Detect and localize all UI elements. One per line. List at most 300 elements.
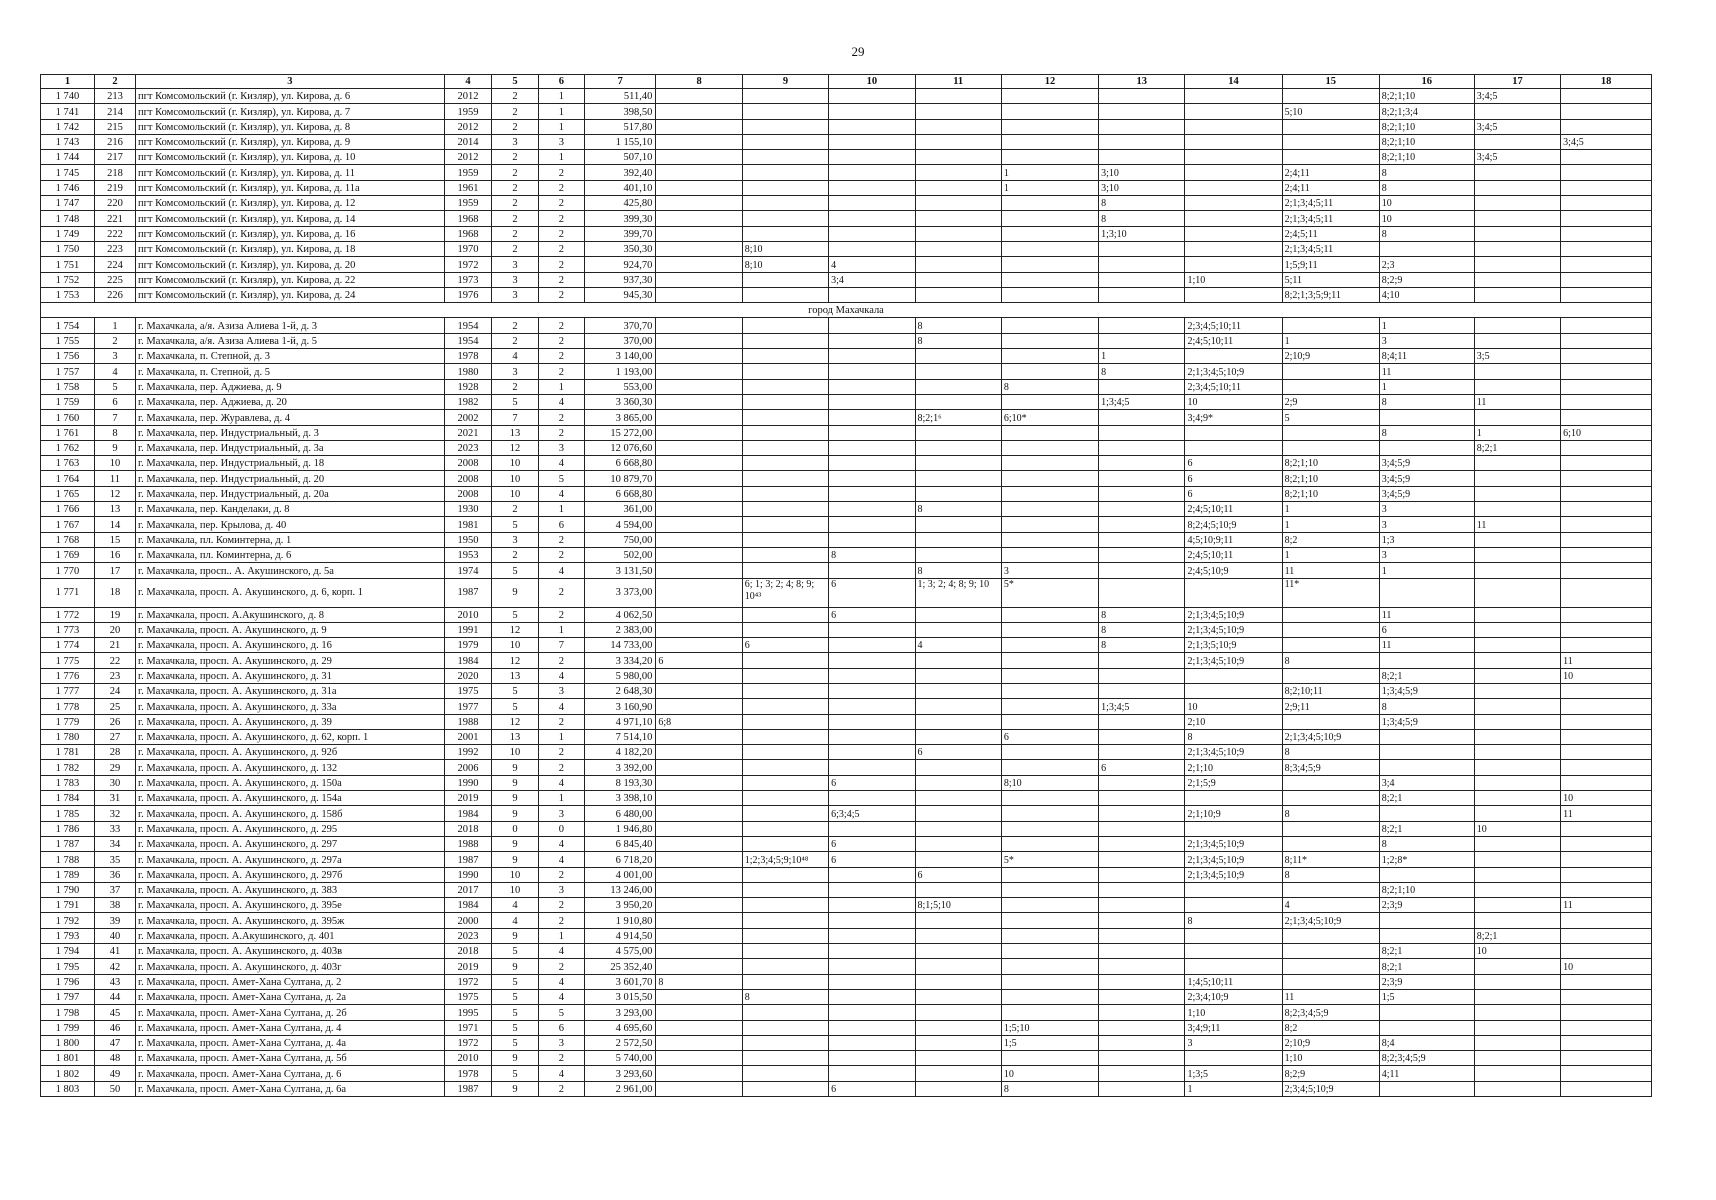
work-code-cell: [1474, 578, 1560, 607]
year-cell: 2010: [444, 607, 492, 622]
row-number-cell: 1 791: [41, 898, 95, 913]
work-code-cell: [742, 1020, 828, 1035]
work-code-cell: [742, 119, 828, 134]
address-cell: г. Махачкала, просп. Амет-Хана Султана, д. 6а: [136, 1081, 445, 1096]
work-code-cell: [656, 852, 742, 867]
floors-cell: 2: [492, 104, 538, 119]
house-index-cell: 222: [94, 226, 135, 241]
work-code-cell: [656, 349, 742, 364]
work-code-cell: [1474, 165, 1560, 180]
work-code-cell: [1474, 1005, 1560, 1020]
table-row: [41, 836, 1652, 851]
table-row: [41, 959, 1652, 974]
address-cell: пгт Комсомольский (г. Кизляр), ул. Кирова, д. 20: [136, 257, 445, 272]
work-code-cell: [915, 928, 1001, 943]
row-number-cell: 1 741: [41, 104, 95, 119]
work-code-cell: [742, 1081, 828, 1096]
table-row: [41, 1066, 1652, 1081]
work-code-cell: 1: [1282, 517, 1379, 532]
floors-cell: 9: [492, 791, 538, 806]
row-number-cell: 1 740: [41, 89, 95, 104]
work-code-cell: [656, 578, 742, 607]
address-cell: г. Махачкала, пер. Индустриальный, д. 18: [136, 456, 445, 471]
work-code-cell: [1001, 989, 1098, 1004]
work-code-cell: [915, 806, 1001, 821]
work-code-cell: 2;1;10: [1185, 760, 1282, 775]
work-code-cell: [1379, 1081, 1474, 1096]
work-code-cell: 8: [915, 318, 1001, 333]
entrances-cell: 1: [538, 150, 584, 165]
work-code-cell: 8;2;1;10: [1282, 486, 1379, 501]
work-code-cell: [1561, 379, 1652, 394]
work-code-cell: 8;2;1;3;5;9;11: [1282, 287, 1379, 302]
work-code-cell: 6: [1379, 622, 1474, 637]
row-number-cell: 1 742: [41, 119, 95, 134]
work-code-cell: [829, 622, 915, 637]
entrances-cell: 2: [538, 211, 584, 226]
work-code-cell: [829, 119, 915, 134]
work-code-cell: [1282, 607, 1379, 622]
year-cell: 1990: [444, 775, 492, 790]
work-code-cell: [829, 638, 915, 653]
column-header: 9: [742, 75, 828, 89]
work-code-cell: [915, 471, 1001, 486]
work-code-cell: 6: [742, 638, 828, 653]
area-cell: 399,30: [585, 211, 656, 226]
work-code-cell: [1185, 898, 1282, 913]
column-header: 13: [1099, 75, 1185, 89]
area-cell: 5 740,00: [585, 1051, 656, 1066]
work-code-cell: [1185, 150, 1282, 165]
work-code-cell: [1561, 683, 1652, 698]
work-code-cell: [742, 729, 828, 744]
area-cell: 15 272,00: [585, 425, 656, 440]
area-cell: 1 155,10: [585, 134, 656, 149]
work-code-cell: [1001, 150, 1098, 165]
year-cell: 1968: [444, 226, 492, 241]
work-code-cell: 10: [1379, 196, 1474, 211]
floors-cell: 5: [492, 683, 538, 698]
work-code-cell: 2;10;9: [1282, 1035, 1379, 1050]
work-code-cell: [1099, 668, 1185, 683]
work-code-cell: 4;5;10;9;11: [1185, 532, 1282, 547]
work-code-cell: [829, 1066, 915, 1081]
work-code-cell: [1379, 410, 1474, 425]
table-row: [41, 821, 1652, 836]
work-code-cell: [1099, 745, 1185, 760]
work-code-cell: 6;8: [656, 714, 742, 729]
work-code-cell: [742, 714, 828, 729]
work-code-cell: [915, 913, 1001, 928]
work-code-cell: 8: [915, 333, 1001, 348]
row-number-cell: 1 779: [41, 714, 95, 729]
work-code-cell: [1001, 699, 1098, 714]
work-code-cell: [1099, 456, 1185, 471]
row-number-cell: 1 778: [41, 699, 95, 714]
work-code-cell: [656, 104, 742, 119]
work-code-cell: [1282, 944, 1379, 959]
work-code-cell: [1474, 898, 1560, 913]
work-code-cell: [1185, 104, 1282, 119]
row-number-cell: 1 800: [41, 1035, 95, 1050]
work-code-cell: [1099, 563, 1185, 578]
work-code-cell: [829, 653, 915, 668]
floors-cell: 3: [492, 257, 538, 272]
table-row: [41, 638, 1652, 653]
work-code-cell: 1; 3; 2; 4; 8; 9; 10: [915, 578, 1001, 607]
address-cell: г. Махачкала, просп. А. Акушинского, д. 158б: [136, 806, 445, 821]
work-code-cell: [1185, 882, 1282, 897]
register-table: [40, 74, 1652, 1097]
work-code-cell: 11: [1474, 394, 1560, 409]
area-cell: 4 594,00: [585, 517, 656, 532]
work-code-cell: [1185, 119, 1282, 134]
work-code-cell: 1;3;4;5;9: [1379, 714, 1474, 729]
floors-cell: 2: [492, 150, 538, 165]
column-header: 5: [492, 75, 538, 89]
work-code-cell: [742, 791, 828, 806]
entrances-cell: 4: [538, 1066, 584, 1081]
work-code-cell: [1561, 440, 1652, 455]
work-code-cell: 3;10: [1099, 180, 1185, 195]
work-code-cell: [1561, 287, 1652, 302]
work-code-cell: [915, 683, 1001, 698]
area-cell: 502,00: [585, 547, 656, 562]
work-code-cell: [1001, 241, 1098, 256]
work-code-cell: [1474, 104, 1560, 119]
area-cell: 3 392,00: [585, 760, 656, 775]
work-code-cell: [1001, 349, 1098, 364]
year-cell: 2012: [444, 89, 492, 104]
work-code-cell: [915, 959, 1001, 974]
work-code-cell: [1282, 150, 1379, 165]
work-code-cell: 8: [742, 989, 828, 1004]
work-code-cell: [915, 165, 1001, 180]
area-cell: 6 668,80: [585, 486, 656, 501]
work-code-cell: [742, 622, 828, 637]
work-code-cell: [915, 211, 1001, 226]
floors-cell: 2: [492, 226, 538, 241]
work-code-cell: 1: [1379, 379, 1474, 394]
year-cell: 2023: [444, 440, 492, 455]
work-code-cell: [1561, 622, 1652, 637]
work-code-cell: 8;2;9: [1282, 1066, 1379, 1081]
work-code-cell: 8;2: [1282, 532, 1379, 547]
work-code-cell: [915, 547, 1001, 562]
table-row: [41, 272, 1652, 287]
address-cell: г. Махачкала, просп. Амет-Хана Султана, д. 2б: [136, 1005, 445, 1020]
address-cell: г. Махачкала, просп.. А. Акушинского, д. 5а: [136, 563, 445, 578]
work-code-cell: [656, 241, 742, 256]
house-index-cell: 11: [94, 471, 135, 486]
work-code-cell: [1001, 287, 1098, 302]
work-code-cell: [742, 226, 828, 241]
work-code-cell: [1001, 226, 1098, 241]
work-code-cell: 8;2;3;4;5;9: [1282, 1005, 1379, 1020]
work-code-cell: [1099, 517, 1185, 532]
work-code-cell: 8: [656, 974, 742, 989]
year-cell: 1987: [444, 578, 492, 607]
address-cell: г. Махачкала, просп. А. Акушинского, д. 383: [136, 882, 445, 897]
area-cell: 3 131,50: [585, 563, 656, 578]
work-code-cell: [656, 272, 742, 287]
address-cell: г. Махачкала, просп. А. Акушинского, д. 154а: [136, 791, 445, 806]
work-code-cell: 8: [1379, 425, 1474, 440]
work-code-cell: [1474, 622, 1560, 637]
year-cell: 2014: [444, 134, 492, 149]
floors-cell: 5: [492, 989, 538, 1004]
work-code-cell: [1561, 1035, 1652, 1050]
work-code-cell: 2;1;3;4;5;10;9: [1185, 745, 1282, 760]
work-code-cell: [1001, 653, 1098, 668]
work-code-cell: 6: [829, 578, 915, 607]
entrances-cell: 2: [538, 578, 584, 607]
entrances-cell: 4: [538, 852, 584, 867]
row-number-cell: 1 777: [41, 683, 95, 698]
address-cell: г. Махачкала, пер. Журавлева, д. 4: [136, 410, 445, 425]
work-code-cell: 8: [1099, 622, 1185, 637]
work-code-cell: [656, 394, 742, 409]
floors-cell: 2: [492, 119, 538, 134]
work-code-cell: [656, 882, 742, 897]
entrances-cell: 2: [538, 180, 584, 195]
work-code-cell: [1001, 791, 1098, 806]
work-code-cell: 5;10: [1282, 104, 1379, 119]
column-header: 12: [1001, 75, 1098, 89]
work-code-cell: [829, 241, 915, 256]
work-code-cell: 11: [1561, 898, 1652, 913]
work-code-cell: [1474, 683, 1560, 698]
work-code-cell: [829, 683, 915, 698]
work-code-cell: [1379, 867, 1474, 882]
work-code-cell: [829, 165, 915, 180]
address-cell: г. Махачкала, просп. А. Акушинского, д. 6, корп. 1: [136, 578, 445, 607]
row-number-cell: 1 788: [41, 852, 95, 867]
work-code-cell: [1474, 226, 1560, 241]
work-code-cell: [1099, 867, 1185, 882]
work-code-cell: [829, 974, 915, 989]
work-code-cell: [656, 333, 742, 348]
area-cell: 399,70: [585, 226, 656, 241]
row-number-cell: 1 756: [41, 349, 95, 364]
work-code-cell: [1099, 989, 1185, 1004]
work-code-cell: [915, 456, 1001, 471]
entrances-cell: 4: [538, 974, 584, 989]
row-number-cell: 1 755: [41, 333, 95, 348]
work-code-cell: 8;2;4;5;10;9: [1185, 517, 1282, 532]
house-index-cell: 22: [94, 653, 135, 668]
year-cell: 2000: [444, 913, 492, 928]
work-code-cell: [742, 517, 828, 532]
work-code-cell: [1379, 578, 1474, 607]
area-cell: 12 076,60: [585, 440, 656, 455]
work-code-cell: [915, 180, 1001, 195]
work-code-cell: [742, 165, 828, 180]
year-cell: 1995: [444, 1005, 492, 1020]
floors-cell: 9: [492, 836, 538, 851]
work-code-cell: [656, 318, 742, 333]
work-code-cell: [1379, 928, 1474, 943]
table-row: [41, 287, 1652, 302]
table-row: [41, 165, 1652, 180]
address-cell: г. Махачкала, пл. Коминтерна, д. 1: [136, 532, 445, 547]
floors-cell: 10: [492, 638, 538, 653]
entrances-cell: 3: [538, 440, 584, 455]
year-cell: 2012: [444, 119, 492, 134]
work-code-cell: [1561, 119, 1652, 134]
work-code-cell: 2;1;3;4;5;10;9: [1185, 836, 1282, 851]
work-code-cell: 10: [1185, 699, 1282, 714]
year-cell: 1978: [444, 349, 492, 364]
work-code-cell: 1;10: [1282, 1051, 1379, 1066]
row-number-cell: 1 775: [41, 653, 95, 668]
work-code-cell: [742, 806, 828, 821]
work-code-cell: 8;2;1: [1379, 959, 1474, 974]
column-header: 4: [444, 75, 492, 89]
work-code-cell: [1099, 1035, 1185, 1050]
work-code-cell: [1474, 959, 1560, 974]
work-code-cell: [1282, 318, 1379, 333]
work-code-cell: [1001, 456, 1098, 471]
house-index-cell: 220: [94, 196, 135, 211]
work-code-cell: [915, 1020, 1001, 1035]
work-code-cell: [1099, 440, 1185, 455]
work-code-cell: 8;2: [1282, 1020, 1379, 1035]
floors-cell: 5: [492, 1005, 538, 1020]
entrances-cell: 2: [538, 547, 584, 562]
area-cell: 4 971,10: [585, 714, 656, 729]
floors-cell: 9: [492, 928, 538, 943]
work-code-cell: [1099, 806, 1185, 821]
row-number-cell: 1 768: [41, 532, 95, 547]
work-code-cell: 1;3;5: [1185, 1066, 1282, 1081]
year-cell: 1974: [444, 563, 492, 578]
work-code-cell: [915, 196, 1001, 211]
floors-cell: 3: [492, 532, 538, 547]
work-code-cell: 3;4;9*: [1185, 410, 1282, 425]
address-cell: г. Махачкала, просп. Амет-Хана Султана, д. 4а: [136, 1035, 445, 1050]
work-code-cell: [1282, 119, 1379, 134]
work-code-cell: [1561, 989, 1652, 1004]
row-number-cell: 1 780: [41, 729, 95, 744]
work-code-cell: [829, 180, 915, 195]
house-index-cell: 35: [94, 852, 135, 867]
work-code-cell: 3;4;5: [1561, 134, 1652, 149]
year-cell: 2018: [444, 944, 492, 959]
table-row: [41, 532, 1652, 547]
work-code-cell: 6: [829, 836, 915, 851]
table-row: [41, 486, 1652, 501]
work-code-cell: [656, 959, 742, 974]
work-code-cell: [1282, 836, 1379, 851]
entrances-cell: 4: [538, 668, 584, 683]
work-code-cell: [915, 1066, 1001, 1081]
house-index-cell: 38: [94, 898, 135, 913]
work-code-cell: [1001, 1051, 1098, 1066]
house-index-cell: 23: [94, 668, 135, 683]
entrances-cell: 2: [538, 287, 584, 302]
work-code-cell: [1001, 622, 1098, 637]
work-code-cell: [829, 532, 915, 547]
house-index-cell: 47: [94, 1035, 135, 1050]
work-code-cell: [1474, 852, 1560, 867]
work-code-cell: 2;9;11: [1282, 699, 1379, 714]
work-code-cell: [1001, 806, 1098, 821]
work-code-cell: [1185, 683, 1282, 698]
work-code-cell: [1474, 1035, 1560, 1050]
work-code-cell: 11: [1282, 989, 1379, 1004]
work-code-cell: 2;1;5;9: [1185, 775, 1282, 790]
work-code-cell: [829, 211, 915, 226]
row-number-cell: 1 785: [41, 806, 95, 821]
work-code-cell: [915, 1035, 1001, 1050]
house-index-cell: 42: [94, 959, 135, 974]
year-cell: 1928: [444, 379, 492, 394]
table-row: [41, 257, 1652, 272]
address-cell: г. Махачкала, пер. Крылова, д. 40: [136, 517, 445, 532]
work-code-cell: 8;11*: [1282, 852, 1379, 867]
work-code-cell: 1: [1282, 547, 1379, 562]
work-code-cell: [829, 729, 915, 744]
work-code-cell: 5;11: [1282, 272, 1379, 287]
work-code-cell: 10: [1379, 211, 1474, 226]
work-code-cell: [656, 532, 742, 547]
area-cell: 425,80: [585, 196, 656, 211]
area-cell: 10 879,70: [585, 471, 656, 486]
floors-cell: 2: [492, 379, 538, 394]
work-code-cell: [1561, 836, 1652, 851]
work-code-cell: [1001, 272, 1098, 287]
work-code-cell: [829, 517, 915, 532]
entrances-cell: 2: [538, 349, 584, 364]
floors-cell: 3: [492, 134, 538, 149]
address-cell: г. Махачкала, просп. А. Акушинского, д. 92б: [136, 745, 445, 760]
work-code-cell: [915, 272, 1001, 287]
row-number-cell: 1 794: [41, 944, 95, 959]
year-cell: 1959: [444, 104, 492, 119]
floors-cell: 2: [492, 502, 538, 517]
column-header: 11: [915, 75, 1001, 89]
house-index-cell: 33: [94, 821, 135, 836]
floors-cell: 10: [492, 471, 538, 486]
work-code-cell: 1: [1001, 180, 1098, 195]
entrances-cell: 1: [538, 791, 584, 806]
work-code-cell: [1474, 775, 1560, 790]
work-code-cell: [1561, 974, 1652, 989]
work-code-cell: [1474, 653, 1560, 668]
row-number-cell: 1 761: [41, 425, 95, 440]
row-number-cell: 1 749: [41, 226, 95, 241]
work-code-cell: 2;1;3;4;5;10;9: [1185, 852, 1282, 867]
work-code-cell: [1561, 928, 1652, 943]
work-code-cell: [1379, 653, 1474, 668]
work-code-cell: 8;2;10;11: [1282, 683, 1379, 698]
work-code-cell: [1561, 394, 1652, 409]
work-code-cell: [742, 425, 828, 440]
row-number-cell: 1 757: [41, 364, 95, 379]
work-code-cell: [1001, 668, 1098, 683]
work-code-cell: 2;1;3;4;5;10;9: [1282, 913, 1379, 928]
floors-cell: 5: [492, 1066, 538, 1081]
row-number-cell: 1 762: [41, 440, 95, 455]
work-code-cell: 3;5: [1474, 349, 1560, 364]
work-code-cell: [1282, 775, 1379, 790]
work-code-cell: 11: [1282, 563, 1379, 578]
work-code-cell: [1474, 1066, 1560, 1081]
work-code-cell: 11*: [1282, 578, 1379, 607]
address-cell: г. Махачкала, просп. Амет-Хана Султана, д. 4: [136, 1020, 445, 1035]
column-header: 17: [1474, 75, 1560, 89]
